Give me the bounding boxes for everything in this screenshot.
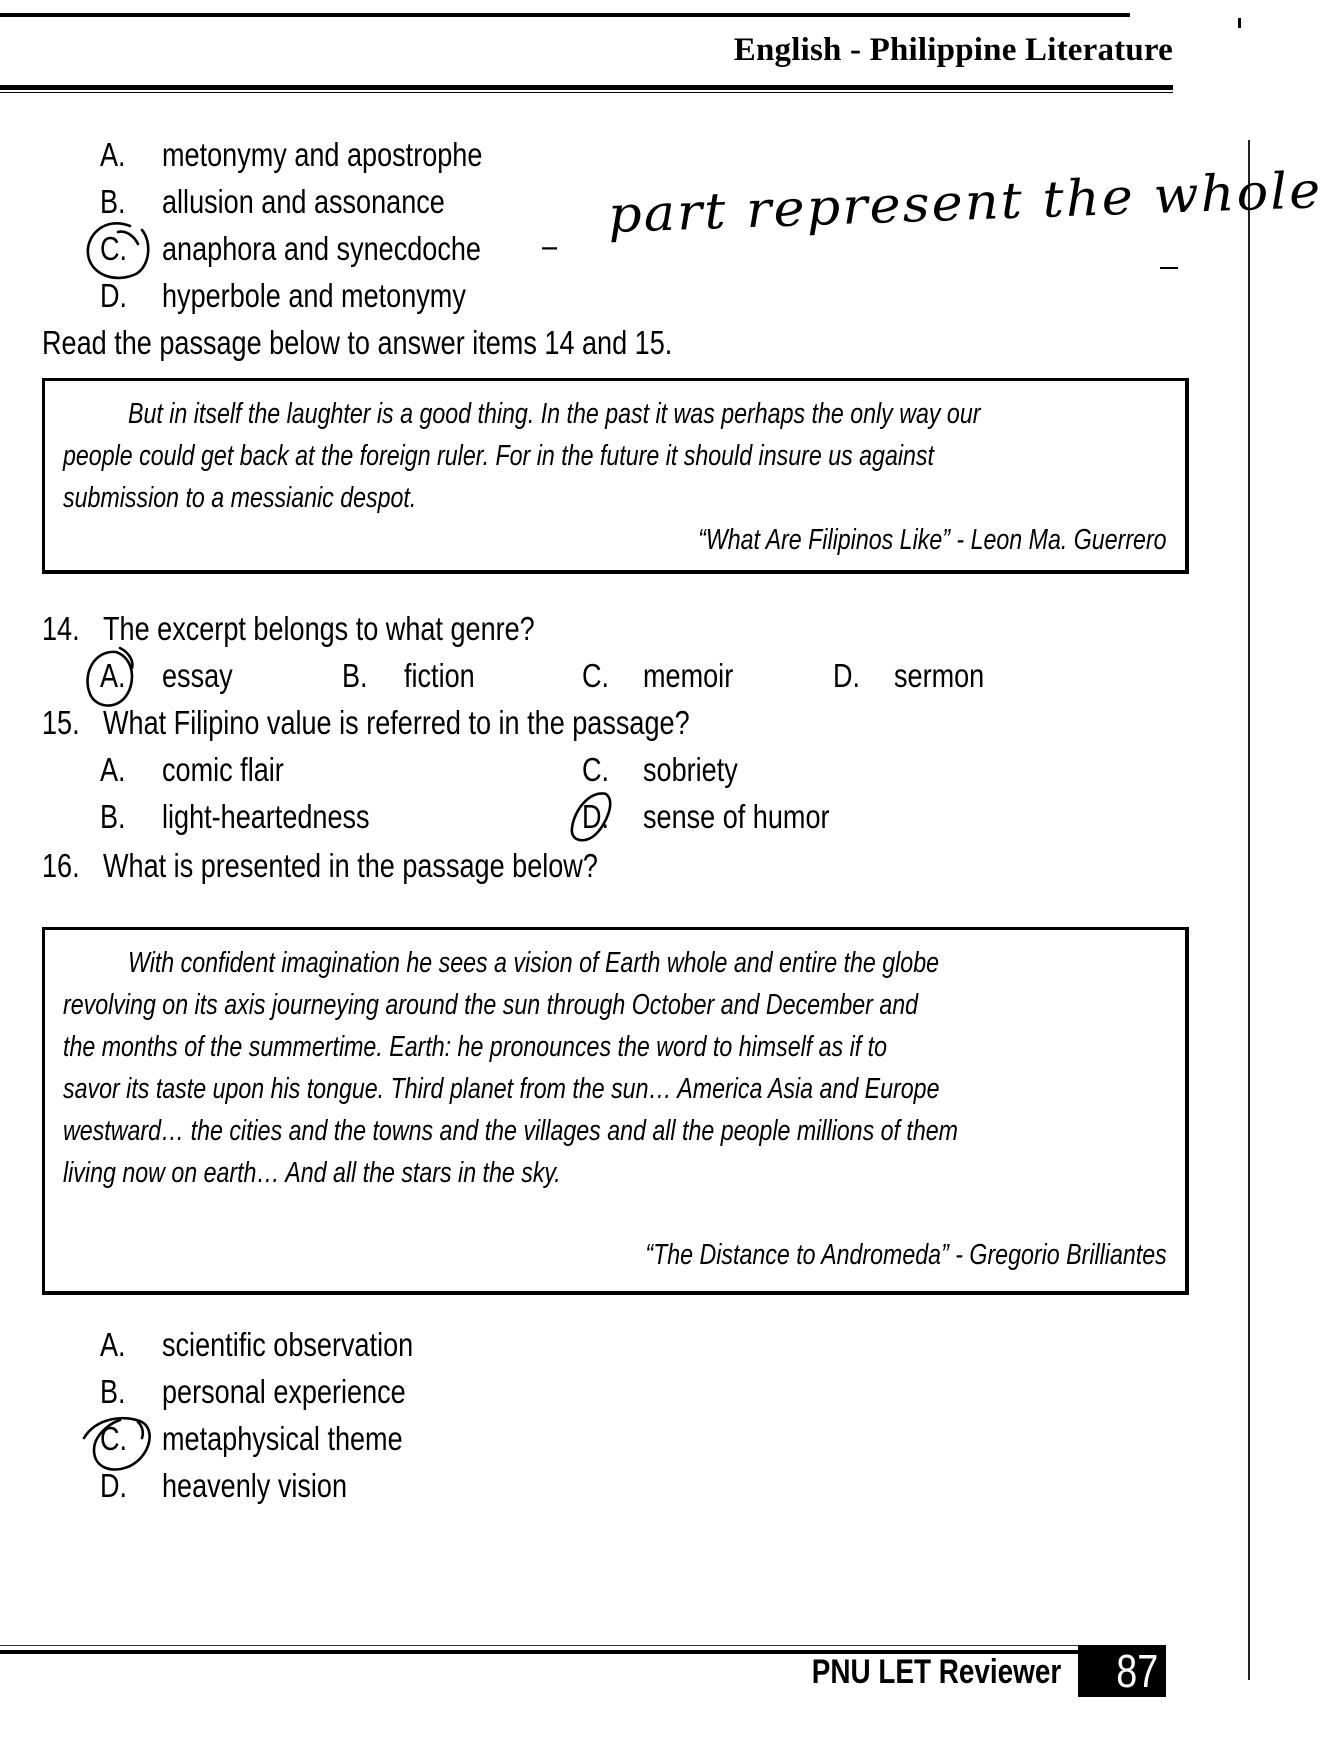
option-text: sermon	[894, 657, 985, 694]
option-letter: D.	[582, 798, 610, 835]
option-text: scientific observation	[162, 1326, 414, 1363]
page-number-badge	[1078, 1645, 1166, 1697]
option-letter: D.	[100, 1467, 128, 1504]
footer-rule-thin	[0, 1645, 1078, 1646]
option-text: personal experience	[162, 1373, 406, 1410]
option-letter: C.	[100, 1420, 128, 1457]
option-text: sense of humor	[643, 798, 830, 835]
question-text: The excerpt belongs to what genre?	[103, 610, 535, 647]
answer-circle-icon	[80, 1412, 160, 1472]
passage-1-attribution: “What Are Filipinos Like” - Leon Ma. Guerrero	[698, 524, 1167, 556]
passage-2-line: the months of the summertime. Earth: he pronounces the word to himself as if to	[63, 1031, 887, 1063]
scan-speck	[1160, 267, 1178, 269]
answer-circle-icon	[566, 788, 626, 848]
header-bottom-rule	[0, 85, 1173, 90]
question-text: What is presented in the passage below?	[103, 847, 598, 884]
question-number: 16.	[42, 847, 80, 884]
option-text: light-heartedness	[162, 798, 370, 835]
option-text: allusion and assonance	[162, 183, 445, 220]
option-letter: A.	[100, 657, 126, 694]
option-text: metaphysical theme	[162, 1420, 403, 1457]
annotation-dash: –	[542, 227, 558, 264]
option-letter: D.	[100, 277, 128, 314]
option-text: essay	[162, 657, 233, 694]
scan-edge-line	[1248, 140, 1250, 1680]
option-text: sobriety	[643, 751, 738, 788]
scan-speck	[1238, 18, 1241, 28]
question-text: What Filipino value is referred to in the passage?	[103, 704, 690, 741]
passage-2-line: With confident imagination he sees a vision of Earth whole and entire the globe	[128, 947, 940, 979]
handwritten-note: part represent the whole	[606, 161, 1323, 244]
option-text: fiction	[404, 657, 475, 694]
option-letter: D.	[833, 657, 861, 694]
option-letter: C.	[582, 657, 610, 694]
passage-1-line: submission to a messianic despot.	[63, 482, 417, 514]
option-letter: A.	[100, 136, 126, 173]
option-letter: A.	[100, 751, 126, 788]
header-bottom-rule-thin	[0, 92, 1173, 93]
passage-2-line: revolving on its axis journeying around the sun through October and December and	[63, 989, 919, 1021]
passage-2-line: savor its taste upon his tongue. Third planet from the sun… America Asia and Europe	[63, 1073, 940, 1105]
header-top-rule	[0, 13, 1130, 17]
option-text: metonymy and apostrophe	[162, 136, 483, 173]
passage-1-line: people could get back at the foreign ruler. For in the future it should insure us against	[63, 440, 934, 472]
option-text: hyperbole and metonymy	[162, 277, 466, 314]
option-letter: C.	[582, 751, 610, 788]
footer-label: PNU LET Reviewer	[811, 1653, 1061, 1691]
option-letter: B.	[100, 798, 126, 835]
page-number: 87	[1116, 1645, 1158, 1697]
passage-2-line: westward… the cities and the towns and the villages and all the people millions of them	[63, 1115, 958, 1147]
option-letter: B.	[100, 183, 126, 220]
passage-2-line: living now on earth… And all the stars in the sky.	[63, 1157, 561, 1189]
option-text: heavenly vision	[162, 1467, 348, 1504]
section-title: English - Philippine Literature	[733, 32, 1173, 68]
option-letter: A.	[100, 1326, 126, 1363]
option-text: comic flair	[162, 751, 284, 788]
passage-2-attribution: “The Distance to Andromeda” - Gregorio Brilliantes	[645, 1239, 1167, 1271]
question-number: 14.	[42, 610, 80, 647]
question-number: 15.	[42, 704, 80, 741]
instruction-text: Read the passage below to answer items 14 and 15.	[42, 324, 673, 361]
option-text: anaphora and synecdoche	[162, 230, 481, 267]
passage-2-box	[42, 927, 1189, 1295]
passage-1-line: But in itself the laughter is a good thing. In the past it was perhaps the only way our	[128, 398, 981, 430]
option-letter: B.	[100, 1373, 126, 1410]
option-letter: B.	[342, 657, 368, 694]
option-text: memoir	[643, 657, 734, 694]
option-letter: C.	[100, 230, 128, 267]
passage-1-box	[42, 378, 1189, 574]
